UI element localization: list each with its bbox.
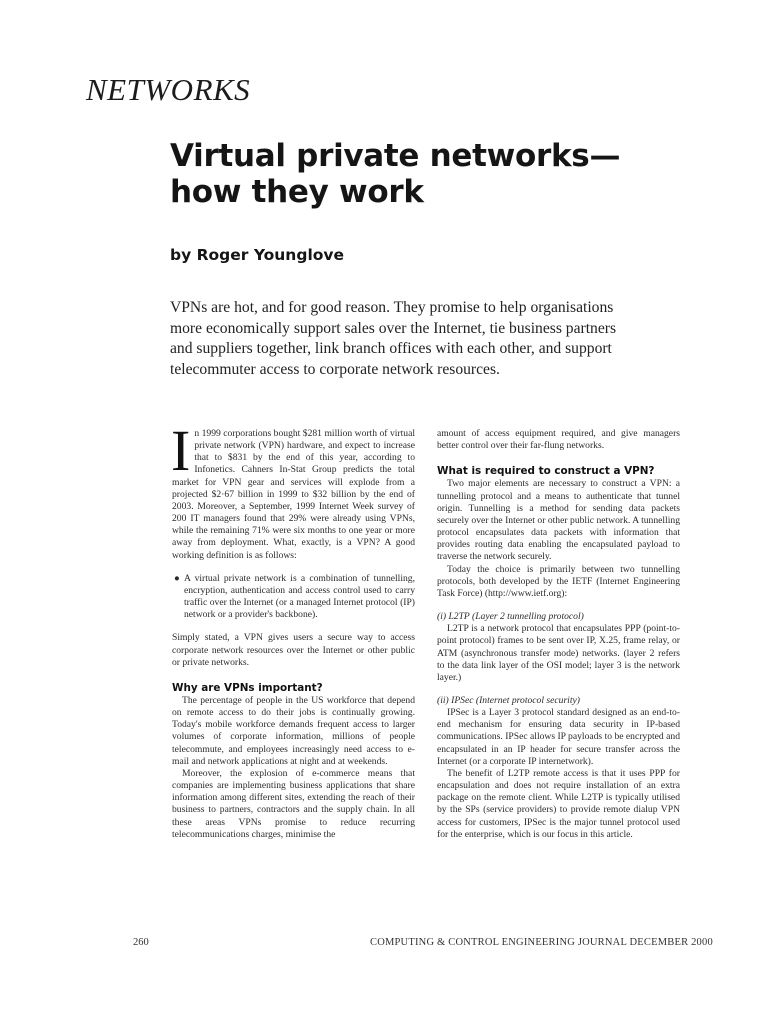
intro-text: n 1999 corporations bought $281 million worth of virtual private network (VPN) hardware, and expect to increase that to $831 by the end of this year, according to Infonetics. Cahners In-Stat Group predicts the total market for VPN gear and services will explode from a projected $2·67 billion in 1999 to $32 billion by the end of 2003. Moreover, a September, 1999 Internet Week survey of 200 IT managers found that 29% were already using VPNs, while the remaining 71% were six months to one year or more away from deployment. What, exactly, is a VPN? A good working definition is as follows:	[172, 428, 415, 561]
definition-bullet	[172, 573, 415, 622]
benefit-paragraph: The benefit of L2TP remote access is that it uses PPP for encapsulation and does not require installation of an extra package on the remote client. While L2TP is typically utilised by the SPs (service providers) to provide remote dialup VPN access for customers, IPSec is the major tunnel protocol used for the enterprise, which is our focus in this article.	[437, 767, 680, 840]
l2tp-paragraph: L2TP is a network protocol that encapsulates PPP (point-to-point protocol) frames to be sent over IP, X.25, frame relay, or ATM (asynchronous transfer mode) networks. (layer 2 refers to the data link layer of the OSI model; layer 3 is the network layer.)	[437, 623, 680, 683]
column-left	[171, 418, 415, 841]
bullet-icon: ●	[174, 572, 180, 584]
ipsec-paragraph: IPSec is a Layer 3 protocol standard designed as an end-to-end mechanism for ensuring data security in IP-based communications. IPSec allows IP payloads to be encrypted and encapsulated in an IP header for secure transfer across the Internet (or a corporate IP internetwork).	[437, 707, 680, 767]
heading-what-required: What is required to construct a VPN?	[437, 465, 655, 478]
title-line-1: Virtual private networks—	[170, 138, 621, 174]
lede-paragraph: VPNs are hot, and for good reason. They promise to help organisations more economically support sales over the Internet, tie business partners and suppliers together, link branch offices with each other, and support telecommuter access to corporate network resources.	[170, 299, 617, 378]
intro-paragraph	[171, 418, 415, 562]
title-line-2: how they work	[170, 174, 424, 210]
continued-paragraph: amount of access equipment required, and give managers better control over their far-flung networks.	[437, 428, 680, 452]
why-paragraph-2: Moreover, the explosion of e-commerce means that companies are implementing business applications that share information among different sites, extending the reach of their business to partners, contractors and the supply chain. In all these areas VPNs promise to reduce recurring telecommunications charges, minimise the	[172, 767, 415, 840]
subheading-l2tp: (i) L2TP (Layer 2 tunnelling protocol)	[437, 611, 584, 623]
byline: by Roger Younglove	[170, 246, 345, 264]
heading-why-vpns: Why are VPNs important?	[172, 681, 323, 694]
required-paragraph-1: Two major elements are necessary to construct a VPN: a tunnelling protocol and a means to authenticate that tunnel origin. Tunnelling is a method for sending data packets securely over the Internet or other public network. A tunnelling protocol encapsulates data packets with information that provides routing data enabling the encapsulated payload to traverse the network securely.	[437, 478, 680, 563]
column-right	[437, 428, 680, 841]
why-paragraph-1: The percentage of people in the US workforce that depend on remote access to do their jobs is continually growing. Today's mobile workforce demands frequent access to larger volumes of corporate information, millions of people telecommute, and employees increasingly need access to e-mail and network applications at night and at weekends.	[172, 694, 415, 767]
article-title	[170, 138, 730, 210]
journal-footer: COMPUTING & CONTROL ENGINEERING JOURNAL DECEMBER 2000	[370, 937, 713, 948]
subheading-ipsec: (ii) IPSec (Internet protocol security)	[437, 694, 580, 706]
drop-cap: I	[171, 418, 191, 483]
section-label: NETWORKS	[86, 72, 251, 107]
simply-paragraph: Simply stated, a VPN gives users a secure way to access corporate network resources over the Internet or other public or private networks.	[172, 632, 415, 668]
page-number: 260	[133, 937, 149, 948]
required-paragraph-2: Today the choice is primarily between two tunnelling protocols, both developed by the IETF (Internet Engineering Task Force) (http://www.ietf.org):	[437, 563, 680, 599]
bullet-text: A virtual private network is a combination of tunnelling, encryption, authentication and access control used to carry traffic over the Internet (or a managed Internet protocol (IP) network or a provider's backbone).	[184, 572, 415, 621]
